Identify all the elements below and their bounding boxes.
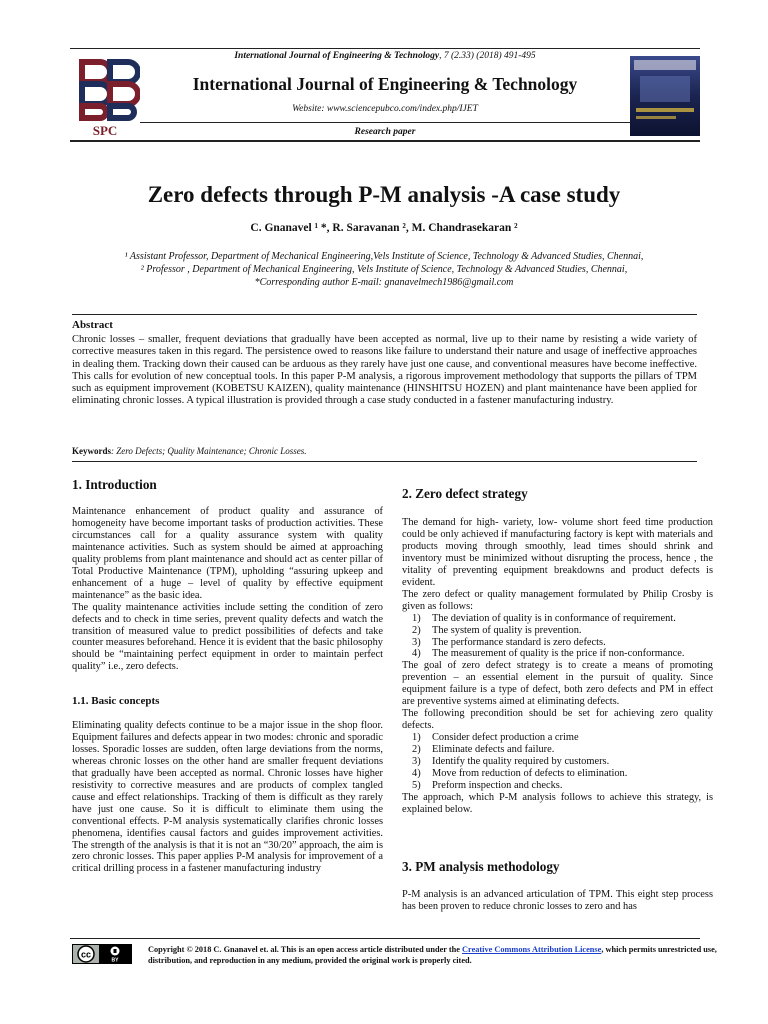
list-item-number: 1) (412, 732, 421, 744)
section-introduction-heading: 1. Introduction (72, 477, 157, 492)
zero-paragraph-3: The goal of zero defect strategy is to create a means of promoting prevention – an essential element in the pursuit of quality. Since equipment failure is a type of defect, both zero defects and PM in effect are preventive systems aimed at eliminating defects. (402, 660, 713, 708)
footer-rule (70, 938, 700, 939)
list-item-text: The performance standard is zero defects. (432, 636, 606, 648)
list-item (402, 625, 713, 637)
list-item-text: Identify the quality required by customers. (432, 756, 610, 768)
list-item-number: 5) (412, 779, 421, 791)
list-item-text: Preform inspection and checks. (432, 779, 563, 791)
crosby-list (402, 613, 713, 661)
license-link[interactable]: Creative Commons Attribution License (462, 945, 602, 954)
abstract-bottom-rule (72, 461, 697, 462)
affiliation-1: ¹ Assistant Professor, Department of Mechanical Engineering,Vels Institute of Science, Technology & Advanced Studies, Chennai, (124, 251, 644, 262)
abstract-text: Chronic losses – smaller, frequent deviations that gradually have been accepted as normal, live up to their name by resisting a wide variety of corrective measures taken in this regard. The persistence owed to reasons like failure to understand their nature and usage of ineffective approaches in dealing them. Tracking down their caused can be arduous as they rarely have just one cause, and conventional measures have become ineffective. This calls for evolution of new conceptual tools. In this paper P-M analysis, a rigorous improvement methodology that supports the pillars of TPM such as equipment improvement (KOBETSU KAIZEN), quality maintenance (HINSHITSU HOZEN) and plant maintenance have been applied for eliminating chronic losses. A typical illustration is provided through a case study conducted in a fastener manufacturing industry. (72, 334, 697, 407)
logo-text: SPC (92, 123, 118, 138)
list-item-number: 4) (412, 648, 421, 660)
affiliations (60, 250, 708, 289)
citation-line: International Journal of Engineering & Technology, 7 (2.33) (2018) 491-495 (234, 51, 536, 61)
list-item-number: 3) (412, 756, 421, 768)
list-item-text: The deviation of quality is in conformance of requirement. (432, 612, 676, 624)
list-item (402, 613, 713, 625)
list-item (402, 768, 713, 780)
journal-cover-image (630, 56, 700, 136)
header-bottom-rule (70, 140, 700, 142)
list-item-number: 3) (412, 636, 421, 648)
zero-paragraph-4: The following precondition should be set for achieving zero quality defects. (402, 708, 713, 732)
list-item-text: Eliminate defects and failure. (432, 744, 555, 756)
corresponding-author: *Corresponding author E-mail: gnanavelmech1986@gmail.com (254, 277, 514, 288)
list-item (402, 637, 713, 649)
cc-by-license-icon[interactable] (72, 944, 132, 964)
affiliation-2: ² Professor , Department of Mechanical Engineering, Vels Institute of Science, Technology & Advanced Studies, Chennai, (140, 264, 628, 275)
zero-paragraph-5: The approach, which P-M analysis follows to achieve this strategy, is explained below. (402, 791, 713, 815)
by-label: BY (111, 957, 119, 964)
zero-paragraph-1: The demand for high- variety, low- volume short feed time production could be only achieved if manufacturing factory is kept with materials and products moving through smoothly, lead times should shrink and inventory must be minimized without disrupting the process, hence , the vitality of preventing equipment breakdowns and product defects is evident. (402, 517, 713, 588)
precondition-list (402, 732, 713, 792)
abstract-heading: Abstract (72, 319, 113, 331)
basic-concepts-body (72, 720, 383, 875)
intro-paragraph-2: The quality maintenance activities include setting the condition of zero defects and to check in time series, prevent quality defects and watch the transition of measured value to predict possibilities of defects and take counter measures beforehand. Hence it is evident that the basic philosophy should be “maintaining perfect equipment in order to maintain perfect quality” i.e., zero defects. (72, 601, 383, 673)
intro-paragraph-1: Maintenance enhancement of product quality and assurance of homogeneity have become important tasks of production activities. These circumstances call for a quality assurance system with quality maintenance activities. Such as system should be aimed at approaching quality problems from plant maintenance and should act as center pillar of Total Productive Maintenance (TPM), upholding “assuring upkeep and enhancement of a huge – level of quality by effective equipment maintenance” as the basic idea. (72, 506, 383, 601)
section-zero-defect-heading: 2. Zero defect strategy (402, 486, 528, 501)
introduction-body (72, 506, 383, 673)
list-item (402, 756, 713, 768)
list-item-text: The system of quality is prevention. (432, 624, 582, 636)
list-item-number: 2) (412, 744, 421, 756)
pm-analysis-body (402, 889, 713, 913)
header-mid-rule (140, 122, 630, 123)
author-list: C. Gnanavel ¹ *, R. Saravanan ², M. Chandrasekaran ² (250, 222, 518, 234)
paper-type: Research paper (354, 127, 416, 137)
list-item-text: The measurement of quality is the price if non-conformance. (432, 648, 685, 660)
list-item-text: Move from reduction of defects to elimination. (432, 768, 628, 780)
pm-paragraph-1: P-M analysis is an advanced articulation of TPM. This eight step process has been proven to reduce chronic losses to zero and has (402, 889, 713, 912)
journal-title: International Journal of Engineering & Technology (192, 74, 578, 94)
abstract-top-rule (72, 314, 697, 315)
list-item (402, 648, 713, 660)
copyright-notice: Copyright © 2018 C. Gnanavel et. al. This is an open access article distributed under the Creative Commons Attribution License, which permits unrestricted use, distribution, and reproduction in any medium, provided the original work is properly cited. (148, 945, 717, 965)
zero-defect-body (402, 517, 713, 816)
subsection-basic-concepts-heading: 1.1. Basic concepts (72, 695, 160, 707)
list-item (402, 744, 713, 756)
spc-logo (70, 56, 140, 138)
header-top-rule (70, 48, 700, 49)
journal-website: Website: www.sciencepubco.com/index.php/IJET (292, 104, 478, 114)
cc-badge-text: cc (80, 949, 92, 960)
basic-paragraph-1: Eliminating quality defects continue to be a major issue in the shop floor. Equipment failures and defects appear in two modes: chronic and sporadic losses. Sporadic losses are sudden, often large deviations from the norms, whereas chronic losses on the other hand are smaller frequent deviations that gradually have been accepted as normal. Chronic losses have higher resistivity to corrective measures and are products of complex tangled cause and effect relationships. Tracking of them is difficult as they rarely have just one cause. So it is difficult to eliminate them using the conventional effects. P-M analysis systematically clarifies chronic losses phenomena, identifies causal factors and guides improvement activities. The strength of the analysis is that it is not an “30/20” approach, the aim is zero chronic losses. This paper applies P-M analysis for improvement of a critical drilling process in a fastener manufacturing industry (72, 720, 383, 875)
paper-title: Zero defects through P-M analysis -A case study (147, 182, 621, 207)
section-pm-analysis-heading: 3. PM analysis methodology (402, 859, 560, 874)
keywords: Keywords: Zero Defects; Quality Maintenance; Chronic Losses. (72, 446, 307, 456)
zero-paragraph-2: The zero defect or quality management formulated by Philip Crosby is given as follows: (402, 588, 713, 612)
list-item (402, 780, 713, 792)
list-item (402, 732, 713, 744)
list-item-number: 1) (412, 612, 421, 624)
list-item-number: 2) (412, 624, 421, 636)
list-item-number: 4) (412, 768, 421, 780)
list-item-text: Consider defect production a crime (432, 732, 579, 744)
